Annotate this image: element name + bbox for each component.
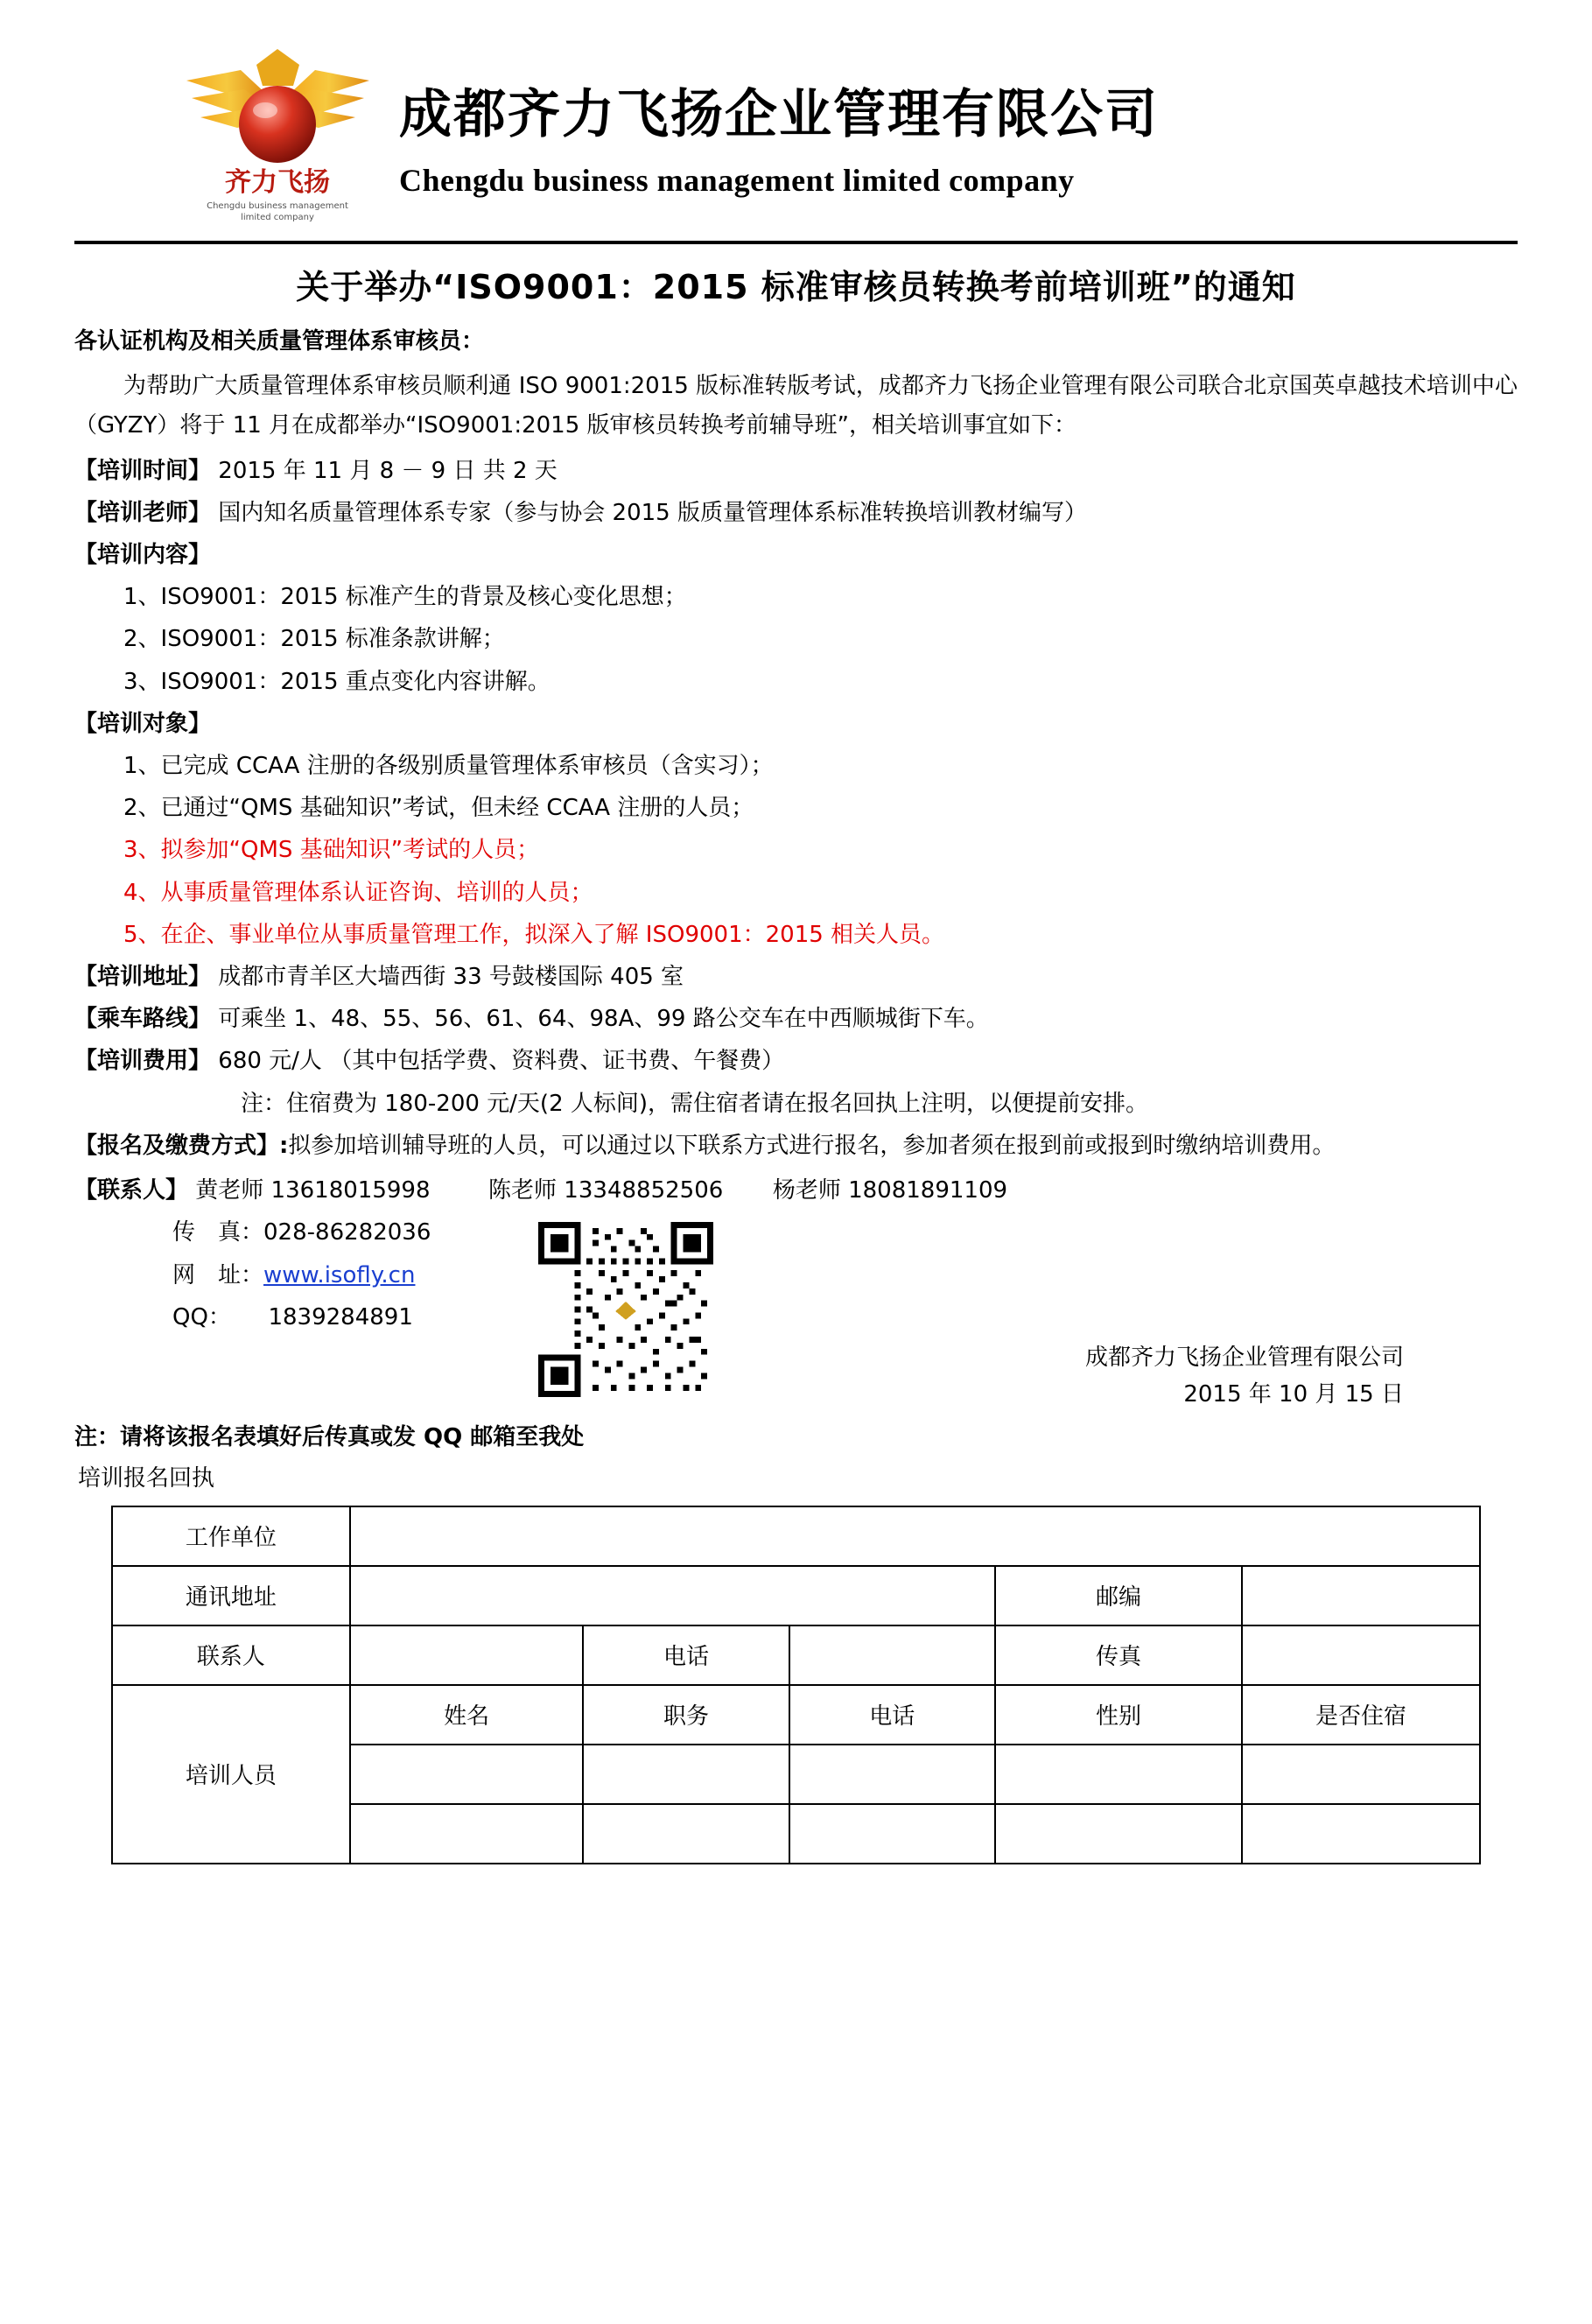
qr-code-icon: [538, 1222, 713, 1397]
intro-paragraph: 为帮助广大质量管理体系审核员顺利通 ISO 9001:2015 版标准转版考试，成都齐力飞扬企业管理有限公司联合北京国英卓越技术培训中心（GYZY）将于 11 月在成都举办“ISO9001:2015 版审核员转换考前辅导班”，相关培训事宜如下：: [74, 372, 1518, 439]
document-body: [74, 322, 1518, 1499]
training-route-line: [74, 1000, 1518, 1038]
training-teacher-line: [74, 494, 1518, 532]
cell-fax-label: 传真: [995, 1625, 1242, 1685]
signature-block: [74, 1340, 1518, 1413]
cell-contact-value[interactable]: [350, 1625, 584, 1685]
training-teacher-label: 【培训老师】: [74, 499, 212, 526]
fax-line: [74, 1213, 1518, 1252]
table-row: [112, 1625, 1480, 1685]
cell-work-unit-value[interactable]: [350, 1506, 1480, 1566]
table-row: [112, 1566, 1480, 1625]
cell-phone-value[interactable]: [789, 1625, 995, 1685]
training-address-line: [74, 958, 1518, 996]
page-title: 关于举办“ISO9001：2015 标准审核员转换考前培训班”的通知: [296, 268, 1296, 306]
cell-phone-label: 电话: [583, 1625, 789, 1685]
cell-trainee-phone[interactable]: [789, 1804, 995, 1864]
company-logo-icon: [179, 44, 376, 232]
cell-trainee-name[interactable]: [350, 1745, 584, 1804]
training-address-label: 【培训地址】: [74, 963, 212, 990]
website-line: [74, 1256, 1518, 1295]
training-fee-value: 680 元/人 （其中包括学费、资料费、证书费、午餐费）: [218, 1048, 785, 1075]
document-header: [74, 44, 1518, 232]
audience-item: 5、在企、事业单位从事质量管理工作，拟深入了解 ISO9001：2015 相关人员。: [123, 921, 945, 948]
qq-label: QQ：: [172, 1303, 231, 1331]
cell-trainee-name[interactable]: [350, 1804, 584, 1864]
cell-trainee-position[interactable]: [583, 1745, 789, 1804]
content-item: 2、ISO9001：2015 标准条款讲解；: [123, 626, 505, 653]
qq-value: 1839284891: [268, 1303, 413, 1331]
company-name-en: Chengdu business management limited company: [399, 163, 1075, 198]
content-item: 3、ISO9001：2015 重点变化内容讲解。: [123, 668, 551, 695]
column-header-accommodation: 是否住宿: [1242, 1685, 1480, 1745]
payment-value: 拟参加培训辅导班的人员，可以通过以下联系方式进行报名，参加者须在报到前或报到时缴纳培训费用。: [288, 1132, 1336, 1159]
training-fee-note: 注：住宿费为 180-200 元/天(2 人标间)，需住宿者请在报名回执上注明，以便提前安排。: [241, 1090, 1149, 1117]
column-header-gender: 性别: [995, 1685, 1242, 1745]
company-name-cn: 成都齐力飞扬企业管理有限公司: [399, 84, 1159, 145]
fax-label: 传 真：: [172, 1219, 264, 1246]
signature-company: 成都齐力飞扬企业管理有限公司: [1084, 1344, 1404, 1371]
training-audience-label: 【培训对象】: [74, 710, 212, 737]
payment-label: 【报名及缴费方式】:: [74, 1132, 289, 1159]
cell-trainee-gender[interactable]: [995, 1745, 1242, 1804]
contact-person-2: 陈老师 13348852506: [488, 1177, 724, 1204]
column-header-phone: 电话: [789, 1685, 995, 1745]
table-row: [112, 1506, 1480, 1566]
training-fee-label: 【培训费用】: [74, 1048, 212, 1075]
contact-qr-block: [74, 1213, 1518, 1415]
training-time-line: [74, 452, 1518, 490]
cell-mail-address-value[interactable]: [350, 1566, 995, 1625]
training-content-label: 【培训内容】: [74, 542, 212, 569]
audience-item: 2、已通过“QMS 基础知识”考试，但未经 CCAA 注册的人员；: [123, 795, 754, 822]
fax-value: 028-86282036: [263, 1219, 431, 1246]
website-link[interactable]: www.isofly.cn: [263, 1261, 416, 1288]
logo-text-cn: 齐力飞扬: [225, 167, 330, 198]
cell-trainee-phone[interactable]: [789, 1745, 995, 1804]
cell-fax-value[interactable]: [1242, 1625, 1480, 1685]
training-time-label: 【培训时间】: [74, 457, 212, 484]
training-time-value: 2015 年 11 月 8 － 9 日 共 2 天: [218, 457, 558, 484]
header-text-block: [399, 77, 1159, 199]
cell-contact-label: 联系人: [112, 1625, 350, 1685]
audience-item: 4、从事质量管理体系认证咨询、培训的人员；: [123, 879, 593, 906]
contact-line: [74, 1171, 1518, 1210]
cell-trainee-position[interactable]: [583, 1804, 789, 1864]
logo-text-en2: limited company: [241, 213, 314, 222]
cell-trainees-label: 培训人员: [112, 1685, 350, 1864]
contact-person-3: 杨老师 18081891109: [772, 1177, 1008, 1204]
cell-trainee-accommodation[interactable]: [1242, 1745, 1480, 1804]
contact-person-1: 黄老师 13618015998: [195, 1177, 431, 1204]
cell-trainee-accommodation[interactable]: [1242, 1804, 1480, 1864]
training-route-label: 【乘车路线】: [74, 1006, 212, 1033]
logo-text-en1: Chengdu business management: [207, 201, 348, 211]
signature-date: 2015 年 10 月 15 日: [1183, 1380, 1404, 1408]
contact-label: 【联系人】: [74, 1177, 189, 1204]
cell-trainee-gender[interactable]: [995, 1804, 1242, 1864]
training-fee-line: [74, 1042, 1518, 1080]
audience-item: 1、已完成 CCAA 注册的各级别质量管理体系审核员（含实习）；: [123, 753, 774, 780]
header-divider: [74, 241, 1518, 244]
training-route-value: 可乘坐 1、48、55、56、61、64、98A、99 路公交车在中西顺城街下车。: [218, 1006, 989, 1033]
website-label: 网 址：: [172, 1261, 264, 1288]
training-teacher-value: 国内知名质量管理体系专家（参与协会 2015 版质量管理体系标准转换培训教材编写）: [218, 499, 1087, 526]
receipt-title: 培训报名回执: [78, 1465, 215, 1492]
qq-line: [74, 1298, 1518, 1337]
registration-receipt-table: [111, 1506, 1481, 1864]
footer-note: 注：请将该报名表填好后传真或发 QQ 邮箱至我处: [74, 1424, 585, 1451]
cell-postcode-value[interactable]: [1242, 1566, 1480, 1625]
cell-mail-address-label: 通讯地址: [112, 1566, 350, 1625]
column-header-name: 姓名: [350, 1685, 584, 1745]
training-address-value: 成都市青羊区大墙西街 33 号鼓楼国际 405 室: [218, 963, 684, 990]
cell-postcode-label: 邮编: [995, 1566, 1242, 1625]
addressee: 各认证机构及相关质量管理体系审核员：: [74, 328, 485, 355]
column-header-position: 职务: [583, 1685, 789, 1745]
content-item: 1、ISO9001：2015 标准产生的背景及核心变化思想；: [123, 584, 687, 611]
audience-item: 3、拟参加“QMS 基础知识”考试的人员；: [123, 837, 540, 864]
table-row: [112, 1685, 1480, 1745]
cell-work-unit-label: 工作单位: [112, 1506, 350, 1566]
payment-paragraph: [74, 1127, 1518, 1167]
